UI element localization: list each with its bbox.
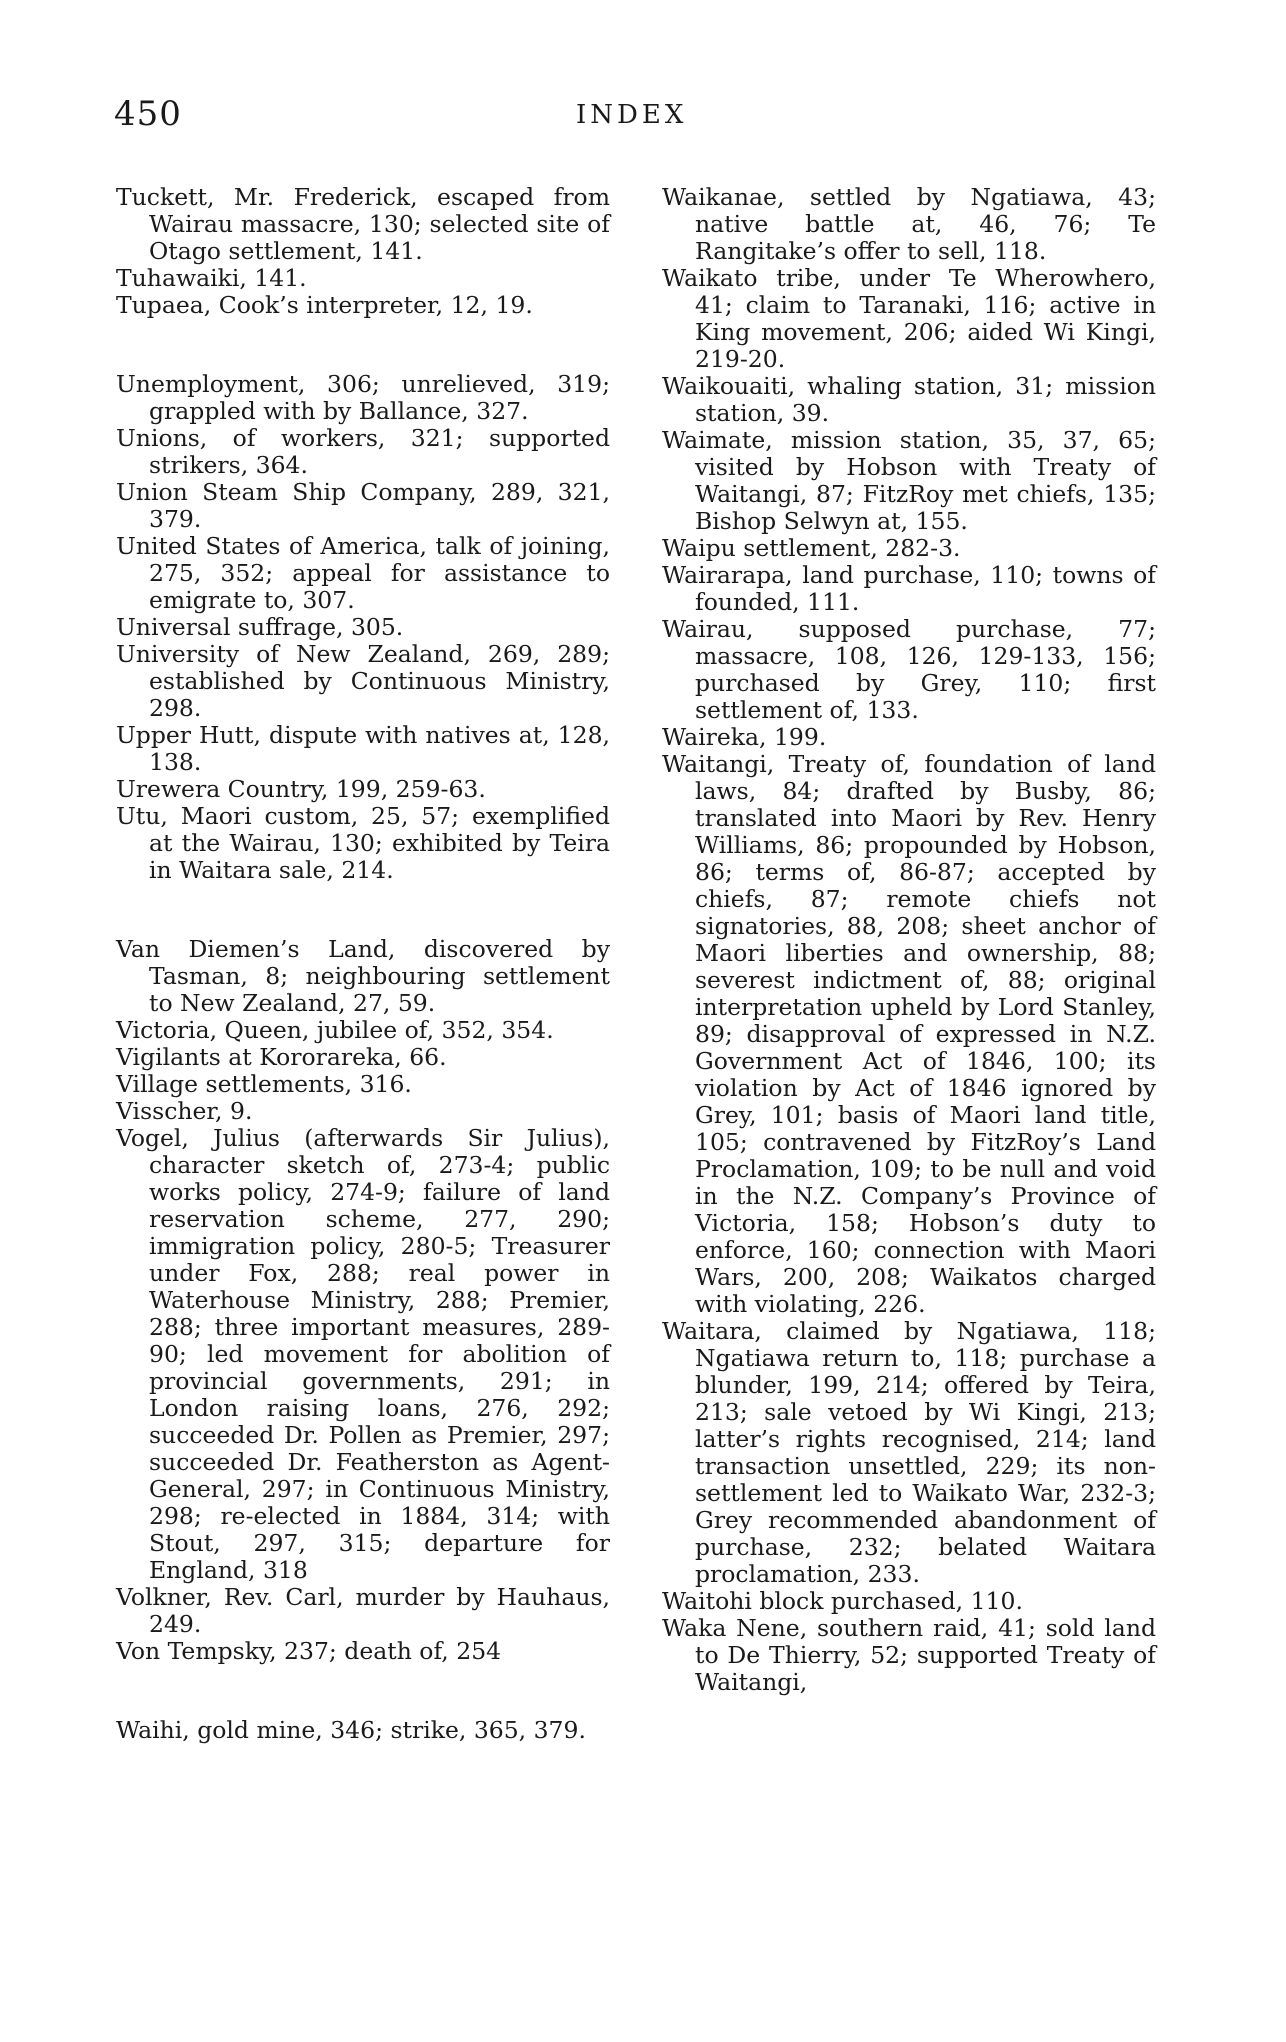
index-entry-vigilants: Vigilants at Kororareka, 66.	[116, 1043, 447, 1071]
index-entry-waireka: Waireka, 199.	[662, 723, 827, 751]
index-entry-tupaea: Tupaea, Cook’s interpreter, 12, 19.	[116, 291, 533, 319]
index-entry-united-states: United States of America, talk of joining, 275, 352; appeal for assistance to emigrate to, 307.	[116, 532, 610, 614]
index-entry-tuckett: Tuckett, Mr. Frederick, escaped from Wairau massacre, 130; selected site of Otago settlement, 141.	[116, 183, 610, 265]
index-entry-upper-hutt: Upper Hutt, dispute with natives at, 128, 138.	[116, 721, 610, 776]
index-column-right	[662, 184, 1156, 1696]
page-number: 450	[114, 94, 182, 134]
index-entry-van-diemens-land: Van Diemen’s Land, discovered by Tasman, 8; neighbouring settlement to New Zealand, 27, 59.	[116, 935, 610, 1017]
index-entry-wairau: Wairau, supposed purchase, 77; massacre, 108, 126, 129-133, 156; purchased by Grey, 110; first settlement of, 133.	[662, 615, 1156, 724]
index-entry-visscher: Visscher, 9.	[116, 1097, 253, 1125]
index-entry-waka-nene: Waka Nene, southern raid, 41; sold land to De Thierry, 52; supported Treaty of Waitangi,	[662, 1614, 1156, 1696]
index-entry-village-settlements: Village settlements, 316.	[116, 1070, 412, 1098]
index-entry-utu: Utu, Maori custom, 25, 57; exemplified at the Wairau, 130; exhibited by Teira in Waitara sale, 214.	[116, 802, 610, 884]
index-entry-urewera: Urewera Country, 199, 259-63.	[116, 775, 486, 803]
index-entry-university: University of New Zealand, 269, 289; established by Continuous Ministry, 298.	[116, 640, 610, 722]
index-entry-wairarapa: Wairarapa, land purchase, 110; towns of founded, 111.	[662, 561, 1156, 616]
index-entry-unemployment: Unemployment, 306; unrelieved, 319; grappled with by Ballance, 327.	[116, 370, 610, 425]
index-entry-waipu: Waipu settlement, 282-3.	[662, 534, 961, 562]
index-entry-waitangi-treaty: Waitangi, Treaty of, foundation of land laws, 84; drafted by Busby, 86; translated into Maori by Rev. Henry Williams, 86; propounded by Hobson, 86; terms of, 86-87; accepted by chiefs, 87; remote chiefs not signatories, 88, 208; sheet anchor of Maori liberties and ownership, 88; severest indictment of, 88; original interpretation upheld by Lord Stanley, 89; disapproval of expressed in N.Z. Government Act of 1846, 100; its violation by Act of 1846 ignored by Grey, 101; basis of Maori land title, 105; contravened by FitzRoy’s Land Proclamation, 109; to be null and void in the N.Z. Company’s Province of Victoria, 158; Hobson’s duty to enforce, 160; connection with Maori Wars, 200, 208; Waikatos charged with violating, 226.	[662, 750, 1156, 1318]
index-column-left	[116, 184, 610, 1744]
index-entry-tuhawaiki: Tuhawaiki, 141.	[116, 264, 307, 292]
index-entry-volkner: Volkner, Rev. Carl, murder by Hauhaus, 249.	[116, 1583, 610, 1638]
index-entry-von-tempsky: Von Tempsky, 237; death of, 254	[116, 1637, 502, 1665]
index-entry-universal-suffrage: Universal suffrage, 305.	[116, 613, 404, 641]
index-entry-waikanae: Waikanae, settled by Ngatiawa, 43; native battle at, 46, 76; Te Rangitake’s offer to sell, 118.	[662, 183, 1156, 265]
index-entry-victoria: Victoria, Queen, jubilee of, 352, 354.	[116, 1016, 554, 1044]
running-head: INDEX	[576, 100, 688, 130]
index-entry-waimate: Waimate, mission station, 35, 37, 65; visited by Hobson with Treaty of Waitangi, 87; FitzRoy met chiefs, 135; Bishop Selwyn at, 155.	[662, 426, 1156, 535]
index-entry-waitara: Waitara, claimed by Ngatiawa, 118; Ngatiawa return to, 118; purchase a blunder, 199, 214; offered by Teira, 213; sale vetoed by Wi Kingi, 213; latter’s rights recognised, 214; land transaction unsettled, 229; its non-settlement led to Waikato War, 232-3; Grey recommended abandonment of purchase, 232; belated Waitara proclamation, 233.	[662, 1317, 1156, 1588]
index-entry-waihi: Waihi, gold mine, 346; strike, 365, 379.	[116, 1716, 586, 1744]
index-entry-waikato-tribe: Waikato tribe, under Te Wherowhero, 41; claim to Taranaki, 116; active in King movement, 206; aided Wi Kingi, 219-20.	[662, 264, 1156, 373]
index-entry-waitohi: Waitohi block purchased, 110.	[662, 1587, 1023, 1615]
index-entry-waikouaiti: Waikouaiti, whaling station, 31; mission station, 39.	[662, 372, 1156, 427]
index-entry-union-steam-ship: Union Steam Ship Company, 289, 321, 379.	[116, 478, 610, 533]
index-entry-vogel: Vogel, Julius (afterwards Sir Julius), character sketch of, 273-4; public works policy, 274-9; failure of land reservation scheme, 277, 290; immigration policy, 280-5; Treasurer under Fox, 288; real power in Waterhouse Ministry, 288; Premier, 288; three important measures, 289-90; led movement for abolition of provincial governments, 291; in London raising loans, 276, 292; succeeded Dr. Pollen as Premier, 297; succeeded Dr. Featherston as Agent-General, 297; in Continuous Ministry, 298; re-elected in 1884, 314; with Stout, 297, 315; departure for England, 318	[116, 1124, 610, 1584]
index-entry-unions: Unions, of workers, 321; supported strikers, 364.	[116, 424, 610, 479]
